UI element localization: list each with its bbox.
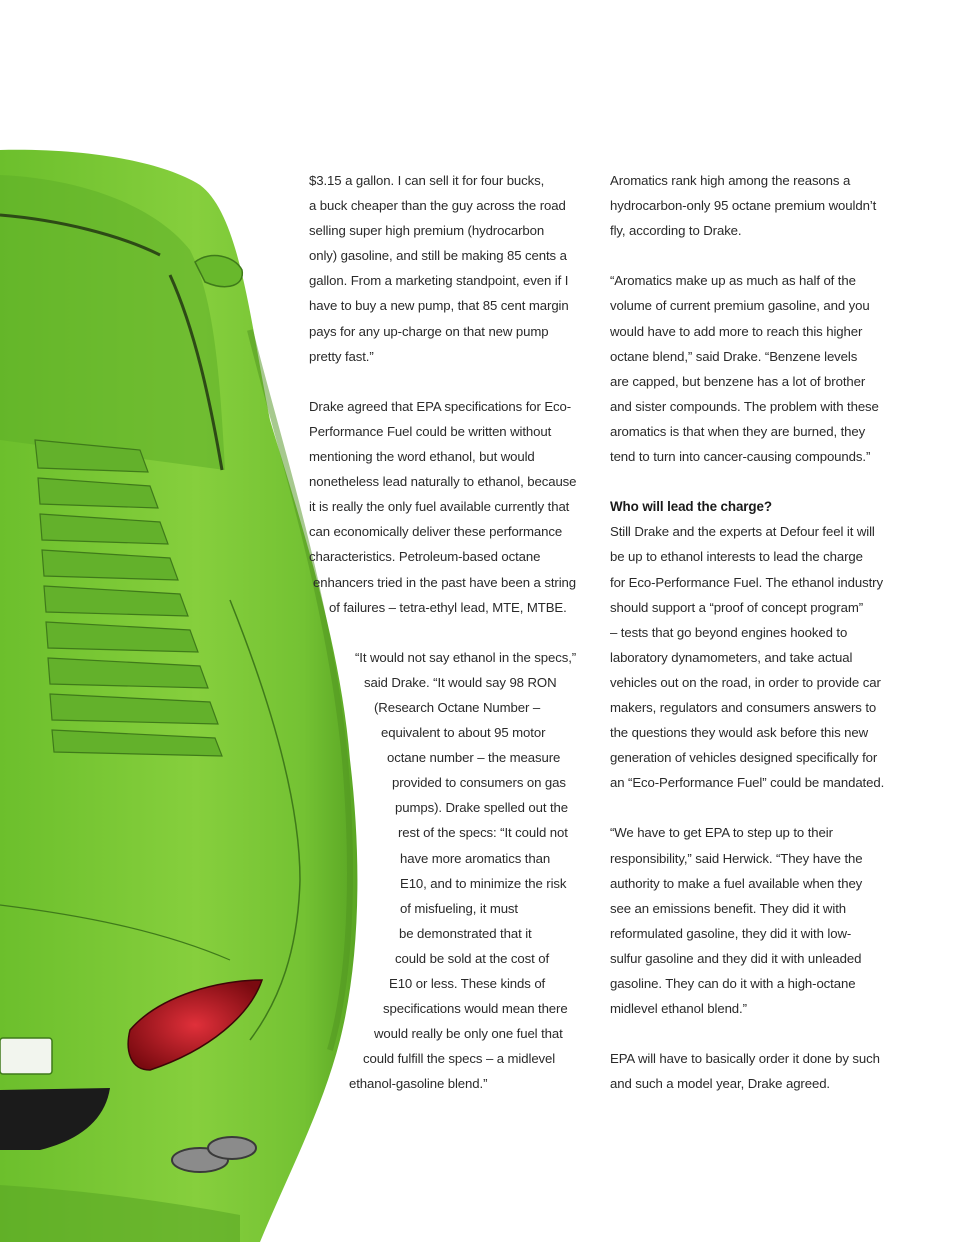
- left-text-column: [309, 168, 579, 1096]
- text-line: “We have to get EPA to step up to their: [610, 825, 833, 841]
- text-line: are capped, but benzene has a lot of brother: [610, 373, 866, 389]
- text-line: midlevel ethanol blend.”: [610, 1001, 747, 1017]
- text-line: would really be only one fuel that: [374, 1026, 563, 1042]
- text-line: could fulfill the specs – a midlevel: [363, 1051, 556, 1067]
- paragraph-spacer: [309, 620, 579, 645]
- text-line: said Drake. “It would say 98 RON: [364, 674, 557, 690]
- text-line: of failures – tetra-ethyl lead, MTE, MTBE.: [329, 599, 567, 615]
- text-line: rest of the specs: “It could not: [398, 825, 568, 841]
- text-line: selling super high premium (hydrocarbon: [309, 223, 545, 239]
- text-line: only) gasoline, and still be making 85 cents a: [309, 248, 567, 264]
- text-line: have more aromatics than: [400, 850, 551, 866]
- paragraph-spacer: [610, 1021, 910, 1046]
- text-line: provided to consumers on gas: [392, 775, 566, 791]
- text-line: for Eco-Performance Fuel. The ethanol industry: [610, 574, 883, 590]
- text-line: be demonstrated that it: [399, 925, 532, 941]
- text-line: generation of vehicles designed specifically for: [610, 750, 878, 766]
- text-line: an “Eco-Performance Fuel” could be mandated.: [610, 775, 885, 791]
- text-line: see an emissions benefit. They did it with: [610, 900, 846, 916]
- text-line: tend to turn into cancer-causing compounds.”: [610, 449, 871, 465]
- text-line: should support a “proof of concept program”: [610, 599, 863, 615]
- text-line: and sister compounds. The problem with these: [610, 398, 879, 414]
- text-line: authority to make a fuel available when they: [610, 875, 863, 891]
- text-line: Drake agreed that EPA specifications for Eco-: [309, 398, 572, 414]
- text-line: “It would not say ethanol in the specs,”: [355, 649, 577, 665]
- text-line: (Research Octane Number –: [374, 699, 541, 715]
- paragraph-spacer: [309, 369, 579, 394]
- text-line: makers, regulators and consumers answers to: [610, 699, 877, 715]
- right-text-column: [610, 168, 910, 1096]
- text-line: hydrocarbon-only 95 octane premium wouldn’t: [610, 198, 877, 214]
- text-line: aromatics is that when they are burned, they: [610, 423, 866, 439]
- text-line: E10, and to minimize the risk: [400, 875, 567, 891]
- section-heading: Who will lead the charge?: [610, 499, 772, 515]
- text-line: enhancers tried in the past have been a string: [313, 574, 576, 590]
- text-line: – tests that go beyond engines hooked to: [610, 624, 848, 640]
- text-line: would have to add more to reach this higher: [610, 323, 863, 339]
- text-line: octane blend,” said Drake. “Benzene levels: [610, 348, 858, 364]
- text-line: could be sold at the cost of: [395, 950, 550, 966]
- text-line: of misfueling, it must: [400, 900, 518, 916]
- text-line: EPA will have to basically order it done by such: [610, 1051, 880, 1067]
- text-line: it is really the only fuel available currently that: [309, 499, 570, 515]
- text-line: pretty fast.”: [309, 348, 374, 364]
- text-line: can economically deliver these performance: [309, 524, 563, 540]
- paragraph-spacer: [610, 243, 910, 268]
- paragraph-spacer: [610, 469, 910, 494]
- text-line: ethanol-gasoline blend.”: [349, 1076, 488, 1092]
- text-line: gallon. From a marketing standpoint, even if I: [309, 273, 569, 289]
- text-line: characteristics. Petroleum-based octane: [309, 549, 541, 565]
- text-line: and such a model year, Drake agreed.: [610, 1076, 830, 1092]
- text-line: be up to ethanol interests to lead the charge: [610, 549, 863, 565]
- text-line: the questions they would ask before this new: [610, 725, 869, 741]
- text-line: fly, according to Drake.: [610, 223, 742, 239]
- text-line: equivalent to about 95 motor: [381, 725, 546, 741]
- text-line: specifications would mean there: [383, 1001, 568, 1017]
- text-line: pumps). Drake spelled out the: [395, 800, 569, 816]
- text-line: responsibility,” said Herwick. “They have the: [610, 850, 863, 866]
- text-line: $3.15 a gallon. I can sell it for four bucks,: [309, 173, 545, 188]
- paragraph-spacer: [610, 795, 910, 820]
- text-line: Performance Fuel could be written without: [309, 423, 552, 439]
- text-line: sulfur gasoline and they did it with unleaded: [610, 950, 862, 966]
- text-line: Aromatics rank high among the reasons a: [610, 173, 851, 188]
- text-line: mentioning the word ethanol, but would: [309, 449, 535, 465]
- text-line: nonetheless lead naturally to ethanol, because: [309, 474, 577, 490]
- text-line: reformulated gasoline, they did it with low-: [610, 925, 852, 941]
- text-line: octane number – the measure: [387, 750, 561, 766]
- text-line: “Aromatics make up as much as half of the: [610, 273, 856, 289]
- text-line: vehicles out on the road, in order to provide car: [610, 674, 881, 690]
- text-line: Still Drake and the experts at Defour feel it will: [610, 524, 875, 540]
- text-line: have to buy a new pump, that 85 cent margin: [309, 298, 569, 314]
- text-line: laboratory dynamometers, and take actual: [610, 649, 853, 665]
- text-line: a buck cheaper than the guy across the road: [309, 198, 566, 214]
- text-line: gasoline. They can do it with a high-octane: [610, 976, 856, 991]
- text-line: volume of current premium gasoline, and you: [610, 298, 870, 314]
- text-line: pays for any up-charge on that new pump: [309, 323, 549, 339]
- text-line: E10 or less. These kinds of: [389, 976, 546, 991]
